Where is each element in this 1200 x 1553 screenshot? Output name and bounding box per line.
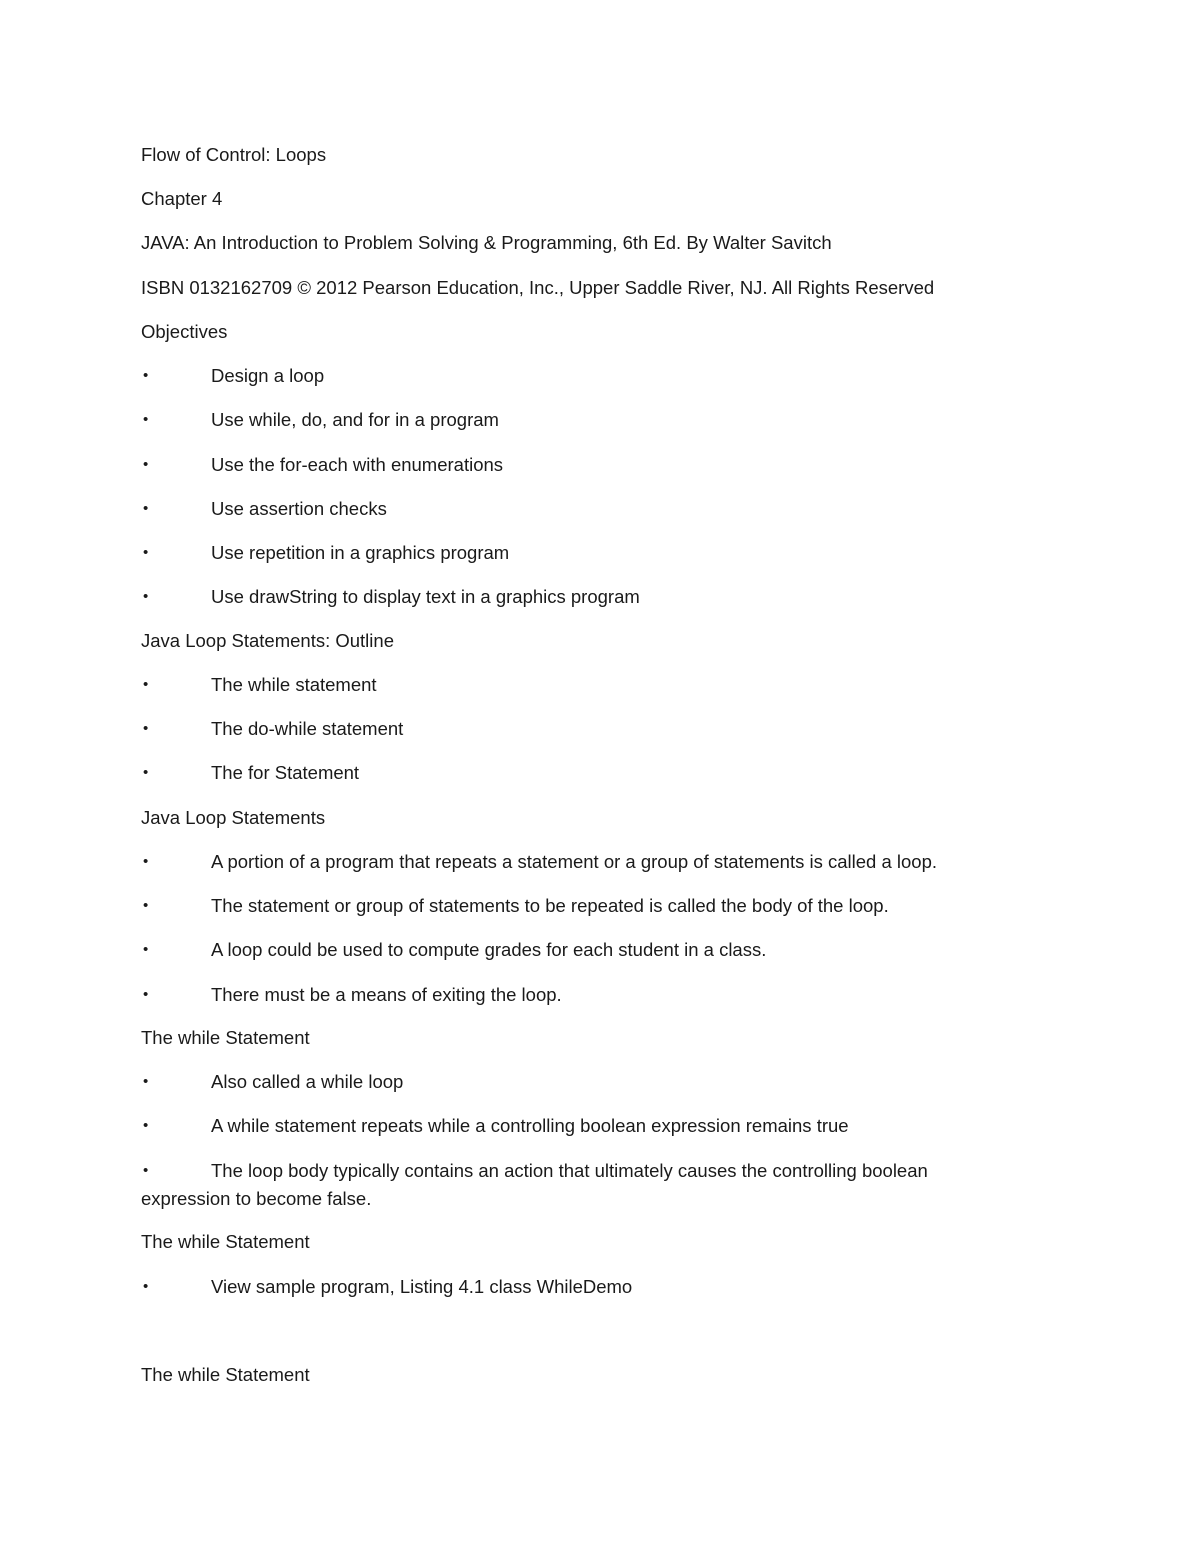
- loop-statements-heading: Java Loop Statements: [141, 807, 326, 828]
- list-item: • The statement or group of statements to be repeated is called the body of the loop.: [141, 892, 1021, 920]
- bullet-icon: •: [143, 1117, 149, 1134]
- bullet-icon: •: [143, 411, 149, 428]
- list-item: • A loop could be used to compute grades for each student in a class.: [141, 936, 1021, 964]
- list-item: • The for Statement: [141, 759, 1021, 787]
- outline-heading: Java Loop Statements: Outline: [141, 630, 394, 651]
- bullet-icon: •: [143, 986, 149, 1003]
- bullet-icon: •: [143, 1073, 149, 1090]
- list-item: • Use repetition in a graphics program: [141, 539, 1021, 567]
- objectives-heading: Objectives: [141, 321, 228, 342]
- list-item: • The loop body typically contains an action that ultimately causes the controlling boolean expression to become false.: [141, 1157, 1001, 1213]
- book-citation: JAVA: An Introduction to Problem Solving & Programming, 6th Ed. By Walter Savitch: [141, 232, 832, 253]
- bullet-icon: •: [143, 367, 149, 384]
- list-item: • The while statement: [141, 671, 1021, 699]
- while-heading-2: The while Statement: [141, 1231, 310, 1252]
- list-item: • There must be a means of exiting the loop.: [141, 981, 1021, 1009]
- bullet-icon: •: [143, 1278, 149, 1295]
- bullet-icon: •: [143, 1162, 149, 1179]
- while-heading-3: The while Statement: [141, 1364, 310, 1385]
- bullet-icon: •: [143, 588, 149, 605]
- list-item: • A portion of a program that repeats a statement or a group of statements is called a loop.: [141, 848, 1021, 876]
- list-item: • Design a loop: [141, 362, 1021, 390]
- while-heading-1: The while Statement: [141, 1027, 310, 1048]
- bullet-icon: •: [143, 897, 149, 914]
- bullet-icon: •: [143, 500, 149, 517]
- list-item: • Use drawString to display text in a graphics program: [141, 583, 1021, 611]
- bullet-icon: •: [143, 544, 149, 561]
- bullet-icon: •: [143, 941, 149, 958]
- document-title: Flow of Control: Loops: [141, 144, 327, 165]
- list-item: • Use assertion checks: [141, 495, 1021, 523]
- list-item: • A while statement repeats while a controlling boolean expression remains true: [141, 1112, 1021, 1140]
- list-item: • Use while, do, and for in a program: [141, 406, 1021, 434]
- bullet-icon: •: [143, 676, 149, 693]
- isbn-copyright: ISBN 0132162709 © 2012 Pearson Education, Inc., Upper Saddle River, NJ. All Rights Reserved: [141, 277, 935, 298]
- list-item: • Also called a while loop: [141, 1068, 1021, 1096]
- bullet-icon: •: [143, 853, 149, 870]
- bullet-icon: •: [143, 764, 149, 781]
- bullet-icon: •: [143, 456, 149, 473]
- list-item: • The do-while statement: [141, 715, 1021, 743]
- list-item: • Use the for-each with enumerations: [141, 451, 1021, 479]
- chapter-label: Chapter 4: [141, 188, 223, 209]
- bullet-icon: •: [143, 720, 149, 737]
- list-item: • View sample program, Listing 4.1 class WhileDemo: [141, 1273, 1021, 1301]
